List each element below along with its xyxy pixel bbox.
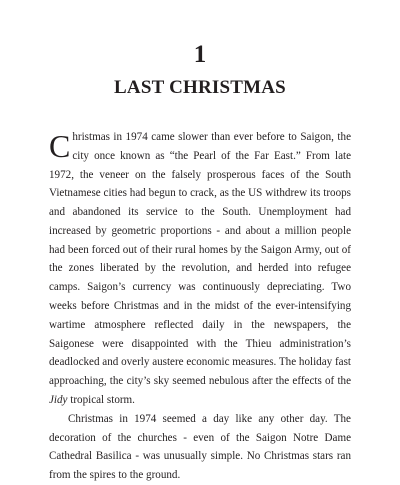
paragraph-1-text: hristmas in 1974 came slower than ever before to Saigon, the city once known as “the Pearl of the Far East.” From late 1972, the veneer on the falsely prosperous faces of the South Vietnamese cities had begun to crack, as the US withdrew its troops and abandoned its service to the South. Unemployment had increased by geometric proportions - and about a million people had been forced out of their rural homes by the Saigon Army, out of the zones liberated by the revolution, and herded into refugee camps. Saigon’s currency was continuously depreciating. Two weeks before Christmas and in the midst of the ever-intensifying wartime atmosphere reflected daily in the newspapers, the Saigonese were disappointed with the Thieu administration’s deadlocked and overly austere economic measures. The holiday fast approaching, the city’s sky seemed nebulous after the effects of the — [49, 131, 351, 388]
chapter-body — [49, 128, 351, 485]
chapter-title: LAST CHRISTMAS — [114, 77, 286, 98]
paragraph-1-ending: tropical storm. — [67, 393, 135, 406]
drop-cap: C — [49, 128, 71, 164]
paragraph-1 — [49, 128, 351, 410]
storm-name: Jidy — [49, 393, 68, 406]
chapter-number: 1 — [193, 41, 207, 68]
paragraph-2: Christmas in 1974 seemed a day like any other day. The decoration of the churches - even of the Saigon Notre Dame Cathedral Basilica - was unusually simple. No Christmas stars ran from the spires to the ground. — [49, 412, 351, 482]
